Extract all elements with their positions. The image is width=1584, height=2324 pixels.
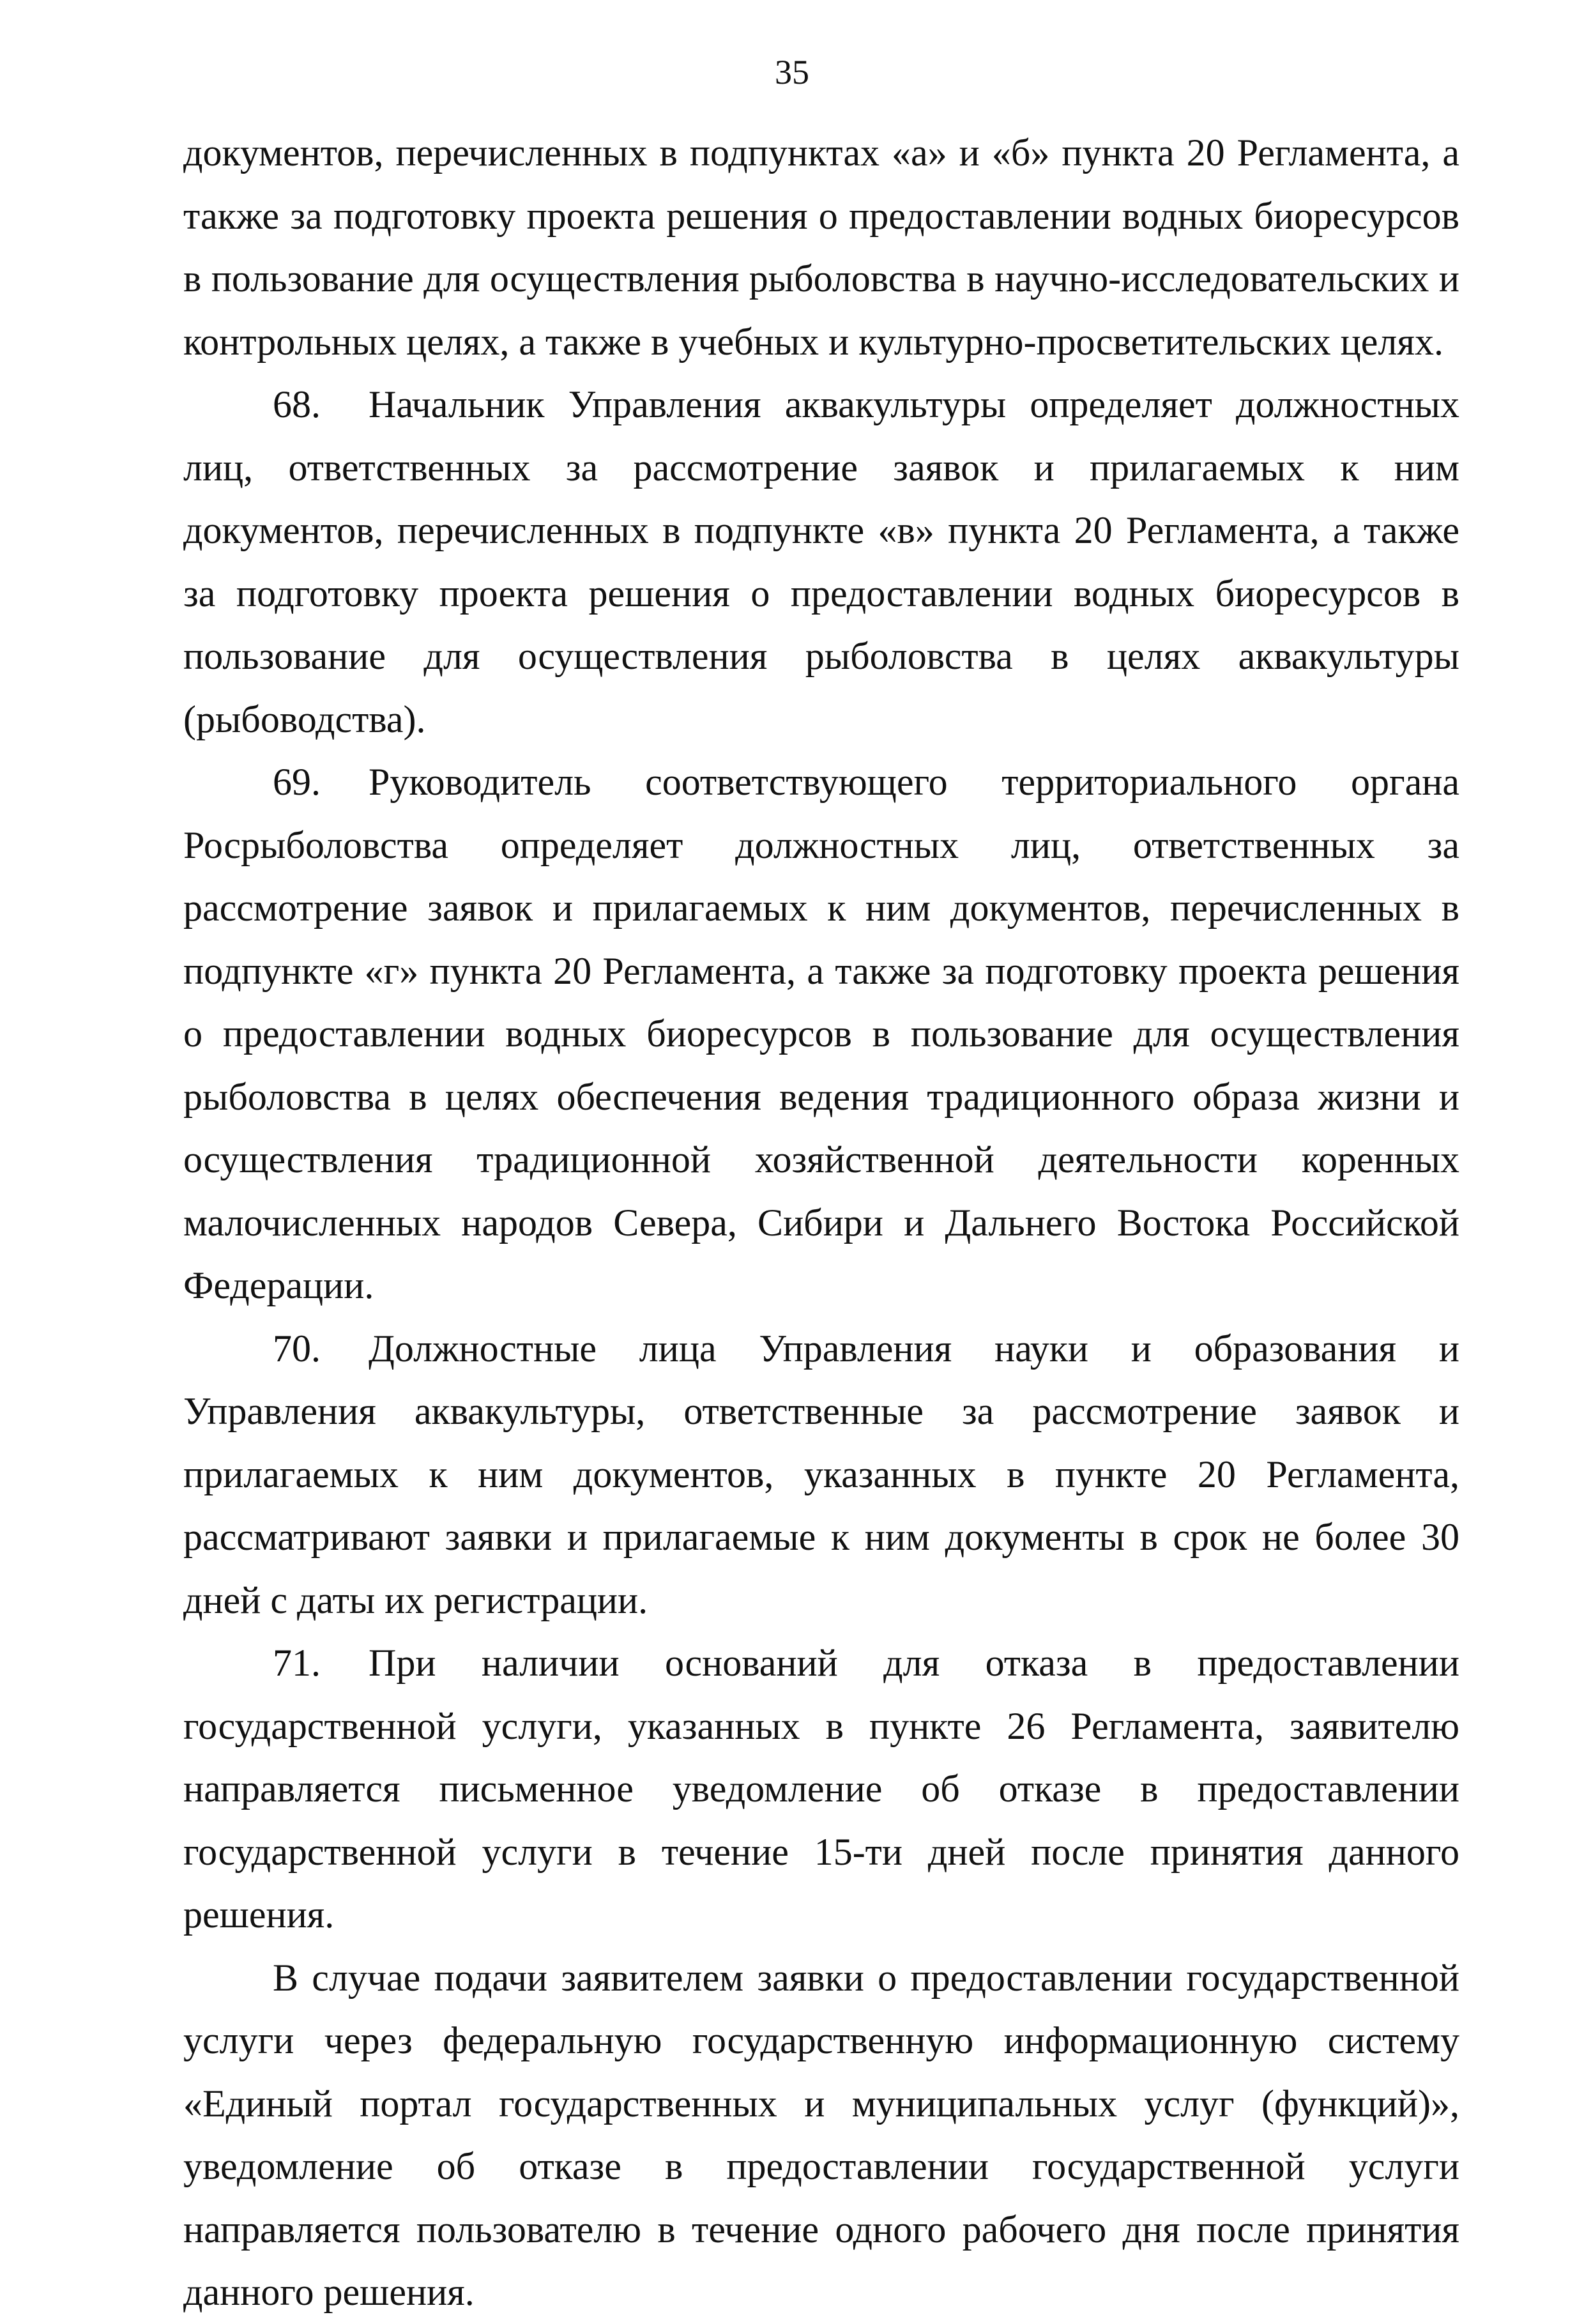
paragraph-number: 71. xyxy=(273,1642,321,1684)
paragraph-70 xyxy=(183,1317,1459,1632)
document-body xyxy=(183,121,1459,2324)
paragraph-refusal-notice xyxy=(183,1946,1459,2324)
paragraph-text: При наличии оснований для отказа в предоставлении государственной услуги, указанных в пункте 26 Регламента, заявителю направляется письменное уведомление об отказе в предоставлении государственной услуги в течение 15-ти дней после принятия данного решения. xyxy=(183,1642,1459,1936)
paragraph-text: документов, перечисленных в подпунктах «а» и «б» пункта 20 Регламента, а также за подготовку проекта решения о предоставлении водных биоресурсов в пользование для осуществления рыболовства в научно-исследовательских и контрольных целях, а также в учебных и культурно-просветительских целях. xyxy=(183,132,1459,363)
paragraph-69 xyxy=(183,751,1459,1317)
page-number: 35 xyxy=(775,53,809,91)
paragraph-71 xyxy=(183,1632,1459,1946)
paragraph-number: 70. xyxy=(273,1327,321,1370)
paragraph-text: Должностные лица Управления науки и образования и Управления аквакультуры, ответственные за рассмотрение заявок и прилагаемых к ним документов, указанных в пункте 20 Регламента, рассматривают заявки и прилагаемые к ним документы в срок не более 30 дней с даты их регистрации. xyxy=(183,1327,1459,1621)
paragraph-text: Руководитель соответствующего территориального органа Росрыболовства определяет должностных лиц, ответственных за рассмотрение заявок и прилагаемых к ним документов, перечисленных в подпункте «г» пункта 20 Регламента, а также за подготовку проекта решения о предоставлении водных биоресурсов в пользование для осуществления рыболовства в целях обеспечения ведения традиционного образа жизни и осуществления традиционной хозяйственной деятельности коренных малочисленных народов Севера, Сибири и Дальнего Востока Российской Федерации. xyxy=(183,761,1459,1306)
paragraph-continuation xyxy=(183,121,1459,373)
paragraph-text: Начальник Управления аквакультуры определяет должностных лиц, ответственных за рассмотрение заявок и прилагаемых к ним документов, перечисленных в подпункте «в» пункта 20 Регламента, а также за подготовку проекта решения о предоставлении водных биоресурсов в пользование для осуществления рыболовства в целях аквакультуры (рыбоводства). xyxy=(183,383,1459,740)
paragraph-number: 69. xyxy=(273,761,321,803)
paragraph-number: 68. xyxy=(273,383,321,425)
paragraph-text: В случае подачи заявителем заявки о предоставлении государственной услуги через федеральную государственную информационную систему «Единый портал государственных и муниципальных услуг (функций)», уведомление об отказе в предоставлении государственной услуги направляется пользователю в течение одного рабочего дня после принятия данного решения. xyxy=(183,1956,1459,2313)
paragraph-68 xyxy=(183,373,1459,751)
